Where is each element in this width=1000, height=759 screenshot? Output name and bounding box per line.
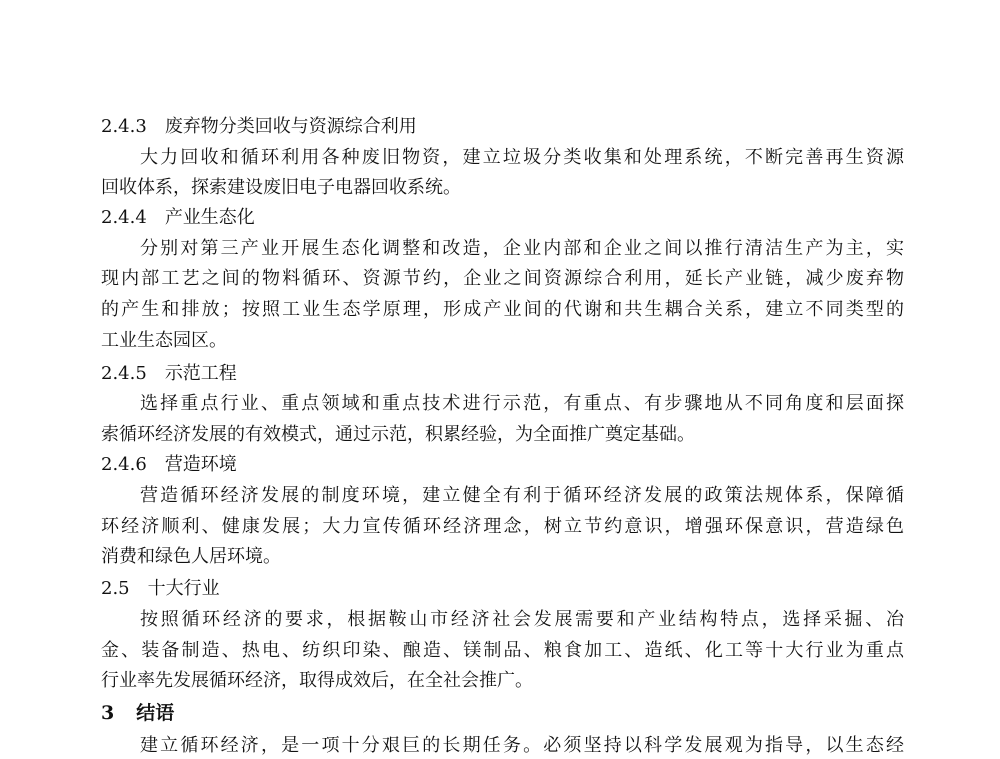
paragraph-line: 消费和绿色人居环境。 [101, 546, 281, 567]
section-number: 2.5 [101, 578, 130, 599]
section-number: 3 [101, 702, 115, 724]
section-title: 废弃物分类回收与资源综合利用 [164, 116, 417, 137]
paragraph-line: 的产生和排放；按照工业生态学原理，形成产业间的代谢和共生耦合关系，建立不同类型的 [101, 299, 904, 320]
section-number: 2.4.3 [101, 116, 147, 137]
section-title: 营造环境 [164, 454, 237, 475]
section-number: 2.4.6 [101, 454, 147, 475]
paragraph-line: 营造循环经济发展的制度环境，建立健全有利于循环经济发展的政策法规体系，保障循 [140, 485, 904, 506]
paragraph-line: 索循环经济发展的有效模式，通过示范，积累经验，为全面推广奠定基础。 [101, 424, 695, 445]
paragraph-line: 环经济顺利、健康发展；大力宣传循环经济理念，树立节约意识，增强环保意识，营造绿色 [101, 516, 904, 537]
paragraph-line: 分别对第三产业开展生态化调整和改造，企业内部和企业之间以推行清洁生产为主，实 [140, 238, 904, 259]
section-title: 产业生态化 [164, 207, 255, 228]
paragraph-line: 回收体系，探索建设废旧电子电器回收系统。 [101, 177, 461, 198]
paragraph-line: 现内部工艺之间的物料循环、资源节约，企业之间资源综合利用，延长产业链，减少废弃物 [101, 268, 904, 289]
paragraph-line: 金、装备制造、热电、纺织印染、酿造、镁制品、粮食加工、造纸、化工等十大行业为重点 [101, 640, 904, 661]
section-heading-2-4-6 [101, 452, 501, 478]
section-heading-2-4-3 [101, 114, 501, 140]
section-title: 示范工程 [164, 363, 237, 384]
paragraph-line: 建立循环经济，是一项十分艰巨的长期任务。必须坚持以科学发展观为指导，以生态经 [140, 735, 904, 756]
section-heading-2-5 [101, 576, 501, 602]
paragraph-line: 选择重点行业、重点领域和重点技术进行示范，有重点、有步骤地从不同角度和层面探 [140, 393, 904, 414]
section-number: 2.4.5 [101, 363, 147, 384]
section-title: 结语 [136, 702, 175, 724]
section-number: 2.4.4 [101, 207, 147, 228]
section-heading-2-4-4 [101, 205, 501, 231]
section-heading-2-4-5 [101, 361, 501, 387]
section-heading-3 [101, 700, 501, 726]
paragraph-line: 大力回收和循环利用各种废旧物资，建立垃圾分类收集和处理系统，不断完善再生资源 [140, 147, 904, 168]
paragraph-line: 按照循环经济的要求，根据鞍山市经济社会发展需要和产业结构特点，选择采掘、冶 [140, 609, 904, 630]
paragraph-line: 行业率先发展循环经济，取得成效后，在全社会推广。 [101, 670, 533, 691]
section-title: 十大行业 [147, 578, 220, 599]
paragraph-line: 工业生态园区。 [101, 330, 227, 351]
